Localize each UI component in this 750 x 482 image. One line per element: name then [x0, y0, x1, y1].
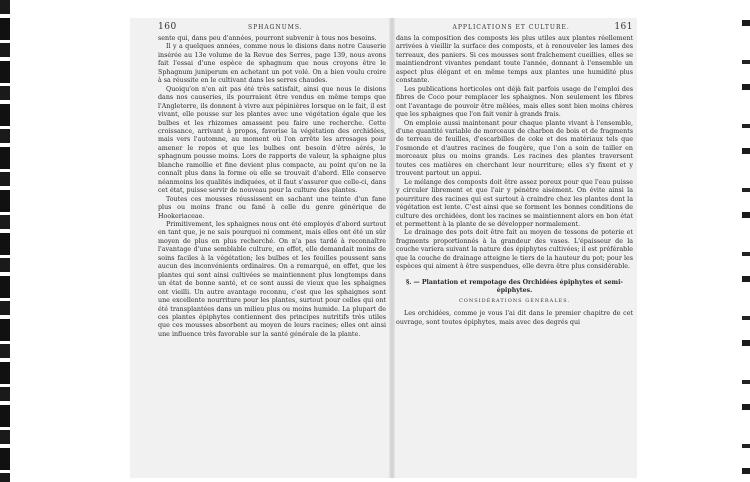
right-final-paragraph: Les orchidées, comme je vous l'ai dit dans le premier chapitre de cet ouvrage, sont toutes épiphytes, mais avec des degrés qui	[396, 310, 633, 326]
right-paragraph-1: dans la composition des composts les plus utiles aux plantes réellement arrivées à vieillir la surface des composts, et à renouveler les lames des terreaux, des paniers. Si ces mousses sont fraîchement cueillies, elles se maintiendront vivantes pendant toute l'année, donnant à l'ensemble un aspect plus élégant et en même temps aux plantes une humidité plus constante.	[396, 35, 633, 85]
left-page-number: 160	[158, 22, 177, 32]
scan-left-edge-shadow	[0, 0, 10, 482]
left-paragraph-3: Quoiqu'on n'en ait pas été très satisfait, ainsi que nous le disions dans nos causeries, ils pourraient être vendus en même temps que l'Angleterre, ils donnent à vivre aux pépinières lorsque on le fait, il est vivant, elle pousse sur les plantes avec une végétation égale que les bulbes et les rhizomes amassent peu faire une recherche. Cette croissance, arrivant à propos, favorise la végétation des orchidées, mais vers l'automne, au moment où l'on arrête les arrosages pour amener le repos et que les bulbes ont besoin d'être aérés, le sphagnum pousse moins. Lors de rapports de valeur, la sphaigne plus blanche ramollie et fine devient plus compacte, au point qu'on ne la connaît plus dans la forme où elle se trouvait d'abord. Elle conserve néanmoins les qualités indiquées, et il faut s'assurer que celle-ci, dans cet état, puisse servir de nouveau pour la culture des plantes.	[158, 85, 386, 195]
book-gutter	[389, 18, 395, 478]
section-heading: §. — Plantation et rempotage des Orchidées épiphytes et semi-épiphytes.	[406, 278, 623, 294]
left-running-title: SPHAGNUMS.	[247, 24, 303, 31]
right-page	[396, 22, 633, 452]
right-page-header	[396, 22, 633, 32]
right-page-number: 161	[614, 22, 633, 32]
left-paragraph-1: sente qui, dans peu d'années, pourront subvenir à tous nos besoins.	[158, 35, 377, 42]
right-paragraph-5: Le drainage des pots doit être fait au moyen de tessons de poterie et fragments proportionnés à la grandeur des vases. L'épaisseur de la couche variera suivant la nature des épiphytes cultivées; il est préférable que la couche de drainage atteigne le tiers de la hauteur du pot; pour les espèces qui aiment à être suspendues, elle devra être plus considérable.	[396, 229, 633, 271]
left-paragraph-2: Il y a quelques années, comme nous le disions dans notre Causerie insérée au 13e volume de la Revue des Serres, page 139, nous avons fait l'essai d'une espèce de sphagnum que nous croyons être le Sphagnum juniperum en achetant un pot volé. On a bien voulu croire à sa réussite en le cultivant dans les serres chaudes.	[158, 43, 386, 85]
left-paragraph-5: Primitivement, les sphaignes nous ont été employés d'abord surtout en tant que, je ne sais pourquoi ni comment, mais elles ont été un sûr moyen de plus en plus recherché. On n'a pas tardé à reconnaître l'avantage d'une semblable culture, en effet, elle demandait moins de soins faciles à la végétation; les bulbes et les feuilles poussent sans aucun des inconvénients ordinaires. On a remarqué, en effet, que les plantes qui sont ainsi cultivées se maintiennent plus longtemps dans un état de bonne santé, et ce sont aussi de vieux que les sphaignes ont vieilli. Un autre avantage reconnu, c'est que les sphaignes sont une excellente nourriture pour les plantes, surtout pour celles qui ont été transplantées dans un milieu plus ou moins humide. La plupart de ces plantes épiphytes contiennent des principes nutritifs très utiles que ces mousses absorbent au moyen de leurs racines; elles ont ainsi une influence très favorable sur la santé générale de la plante.	[158, 220, 386, 338]
left-page-header	[158, 22, 386, 32]
left-page	[158, 22, 386, 452]
right-paragraph-4: Le mélange des composts doit être assez poreux pour que l'eau puisse y circuler librement et que l'air y pénètre aisément. On évite ainsi la pourriture des racines qui est surtout à craindre chez les plantes dont la végétation est lente. C'est ainsi que se forment les bonnes conditions de culture des orchidées, dont les racines se maintiennent alors en bon état et permettent à la plante de se développer normalement.	[396, 178, 633, 228]
right-paragraph-2: Les publications horticoles ont déjà fait parfois usage de l'emploi des fibres de Coco pour remplacer les sphaignes. Non seulement les fibres ont l'avantage de pouvoir être mêlées, mais elles sont bien moins chères que les sphaignes que l'on fait venir à grands frais.	[396, 85, 633, 119]
scan-right-edge-shadow	[742, 0, 750, 482]
right-paragraph-3: On emploie aussi maintenant pour chaque plante vivant à l'ensemble, d'une quantité variable de morceaux de charbon de bois et de fragments de terreau de feuilles, d'escarbilles de coke et des matériaux tels que l'osmonde et d'autres racines de fougère, que l'on a soin de tailler en morceaux plus ou moins grands. Les racines des plantes traversent toutes ces matières en cherchant leur nourriture; elles s'y fixent et y trouvent partout un appui.	[396, 119, 633, 178]
left-paragraph-4: Toutes ces mousses réussissent en sachant une teinte d'un fane plus ou moins franc ou fané à celle du genre générique de Hookeriaceae.	[158, 195, 386, 220]
right-running-title: APPLICATIONS ET CULTURE.	[452, 24, 570, 31]
subsection-heading: CONSIDÉRATIONS GÉNÉRALES.	[458, 298, 571, 305]
